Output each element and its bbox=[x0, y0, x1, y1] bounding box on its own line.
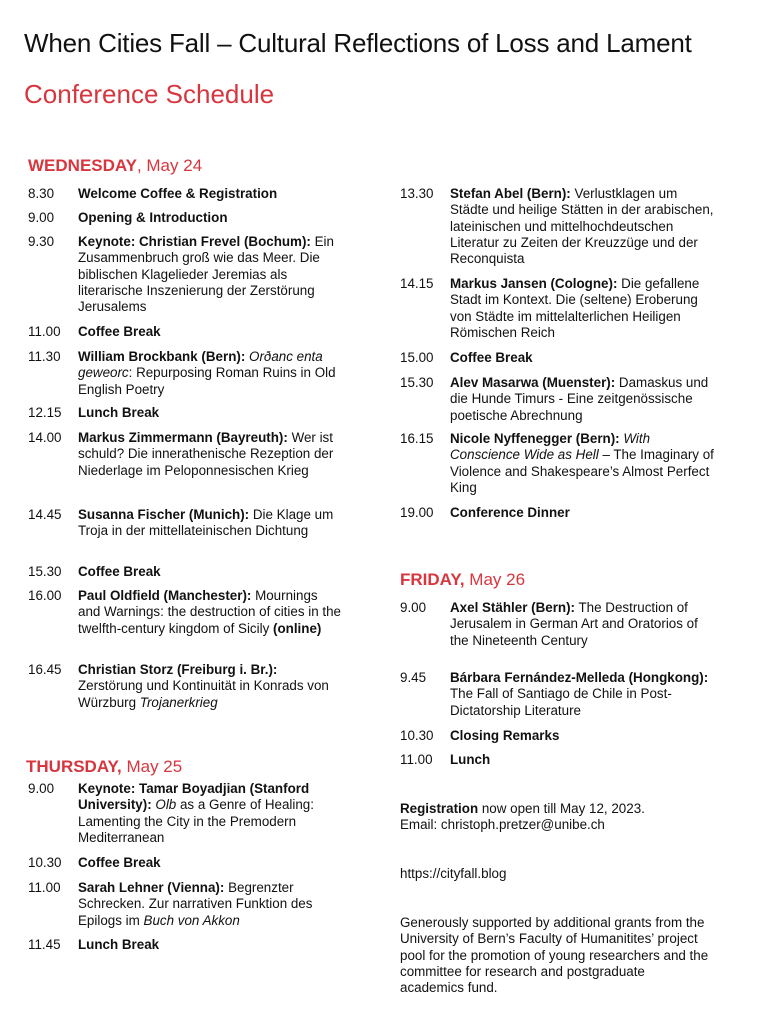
time: 16.45 bbox=[28, 662, 62, 677]
description: Lunch Break bbox=[78, 405, 160, 420]
time: 11.00 bbox=[400, 752, 433, 767]
time: 13.30 bbox=[400, 186, 434, 201]
description: Welcome Coffee & Registration bbox=[78, 186, 278, 201]
time: 15.30 bbox=[28, 564, 62, 579]
page-title: When Cities Fall – Cultural Reflections of Loss and Lament bbox=[24, 28, 692, 58]
time: 10.30 bbox=[28, 855, 62, 870]
time: 14.45 bbox=[28, 507, 62, 522]
description: Coffee Break bbox=[450, 350, 533, 365]
description: Lunch bbox=[450, 752, 491, 767]
description: Sarah Lehner (Vienna): Begrenzter Schrecken. Zur narrativen Funktion des Epilogs im Buch von Akkon bbox=[78, 880, 313, 928]
description: Markus Zimmermann (Bayreuth): Wer ist schuld? Die innerathenische Rezeption der Niederlage im Peloponnesischen Krieg bbox=[78, 430, 334, 478]
time: 10.30 bbox=[400, 728, 434, 743]
description: William Brockbank (Bern): Orðanc enta geweorc: Repurposing Roman Ruins in Old English Poetry bbox=[78, 349, 336, 397]
time: 16.00 bbox=[28, 588, 62, 603]
description: Lunch Break bbox=[78, 937, 160, 952]
day-heading-friday: FRIDAY, May 26 bbox=[400, 570, 526, 589]
time: 19.00 bbox=[400, 505, 434, 520]
description: Opening & Introduction bbox=[78, 210, 228, 225]
day-heading-wednesday: WEDNESDAY, May 24 bbox=[28, 156, 203, 175]
time: 11.00 bbox=[28, 324, 61, 339]
description: Nicole Nyffenegger (Bern): With Conscience Wide as Hell – The Imaginary of Violence and Shakespeare’s Almost Perfect King bbox=[450, 431, 714, 495]
description: Axel Stähler (Bern): The Destruction of Jerusalem in German Art and Oratorios of the Nineteenth Century bbox=[450, 600, 698, 648]
time: 12.15 bbox=[28, 405, 62, 420]
description: Conference Dinner bbox=[450, 505, 570, 520]
page-subtitle: Conference Schedule bbox=[24, 79, 275, 109]
time: 9.00 bbox=[28, 210, 55, 225]
time: 11.30 bbox=[28, 349, 61, 364]
funding-note: Generously supported by additional grants from the University of Bern’s Faculty of Humanitites’ project pool for the promotion of young researchers and the committee for research and postgraduate academics fund. bbox=[400, 915, 709, 996]
time: 9.30 bbox=[28, 234, 55, 249]
description: Coffee Break bbox=[78, 564, 161, 579]
contact-email: Email: christoph.pretzer@unibe.ch bbox=[400, 817, 605, 833]
registration-info: Registration now open till May 12, 2023. Email: christoph.pretzer@unibe.ch bbox=[400, 801, 645, 833]
website-link[interactable]: https://cityfall.blog bbox=[400, 866, 507, 881]
time: 11.45 bbox=[28, 937, 61, 952]
time: 9.00 bbox=[400, 600, 427, 615]
time: 9.45 bbox=[400, 670, 427, 685]
time: 9.00 bbox=[28, 781, 55, 796]
time: 15.30 bbox=[400, 375, 434, 390]
description: Keynote: Tamar Boyadjian (Stanford University): Olb as a Genre of Healing: Lamenting the City in the Premodern Mediterranean bbox=[78, 781, 314, 845]
description: Bárbara Fernández-Melleda (Hongkong): The Fall of Santiago de Chile in Post-Dictatorship Literature bbox=[450, 670, 709, 718]
description: Christian Storz (Freiburg i. Br.): Zerstörung und Kontinuität in Konrads von Würzburg Trojanerkrieg bbox=[78, 662, 329, 710]
time: 16.15 bbox=[400, 431, 434, 446]
time: 14.15 bbox=[400, 276, 434, 291]
description: Stefan Abel (Bern): Verlustklagen um Städte und heilige Stätten in der arabischen, lateinischen und mittelhochdeutschen Literatur zu Zeiten der Kreuzzüge und der Reconquista bbox=[450, 186, 714, 267]
description: Coffee Break bbox=[78, 855, 161, 870]
description: Alev Masarwa (Muenster): Damaskus und die Hunde Timurs - Eine zeitgenössische poetische Abrechnung bbox=[450, 375, 709, 423]
description: Markus Jansen (Cologne): Die gefallene Stadt im Kontext. Die (seltene) Eroberung von Städte im mittelalterlichen Heiligen Römischen Reich bbox=[450, 276, 700, 340]
time: 8.30 bbox=[28, 186, 55, 201]
description: Keynote: Christian Frevel (Bochum): Ein Zusammenbruch groß wie das Meer. Die biblischen Klagelieder Jeremias als literarische Inszenierung der Zerstörung Jerusalems bbox=[78, 234, 334, 315]
description: Closing Remarks bbox=[450, 728, 560, 743]
description: Paul Oldfield (Manchester): Mournings and Warnings: the destruction of cities in the twelfth-century kingdom of Sicily (online) bbox=[78, 588, 341, 636]
description: Susanna Fischer (Munich): Die Klage um Troja in der mittellateinischen Dichtung bbox=[78, 507, 334, 539]
time: 14.00 bbox=[28, 430, 62, 445]
day-heading-thursday: THURSDAY, May 25 bbox=[26, 757, 183, 776]
time: 11.00 bbox=[28, 880, 61, 895]
time: 15.00 bbox=[400, 350, 434, 365]
description: Coffee Break bbox=[78, 324, 161, 339]
